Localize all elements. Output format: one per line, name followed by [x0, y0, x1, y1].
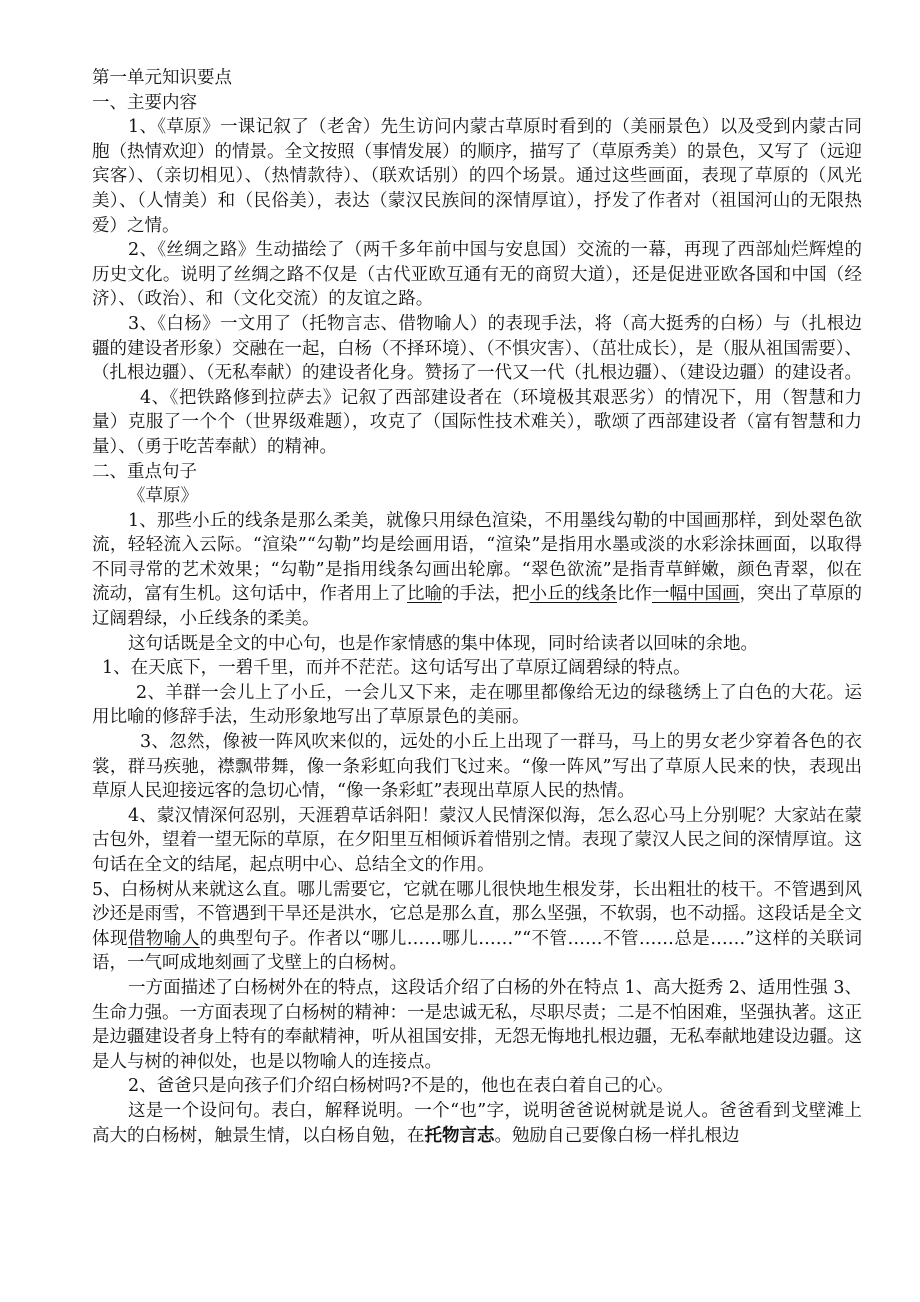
- underlined-term: 借物喻人: [127, 928, 200, 949]
- key-sentence-paragraph-3: 1、在天底下，一碧千里，而并不茫茫。这句话写出了草原辽阔碧绿的特点。: [102, 658, 691, 679]
- key-sentence-paragraph-1: [92, 509, 862, 632]
- section-heading-main-content: 一、主要内容: [92, 92, 197, 113]
- document-body: [92, 66, 862, 1148]
- key-sentence-paragraph-9: 2、爸爸只是向孩子们介绍白杨树吗?不是的，他也在表白着自己的心。: [128, 1076, 674, 1097]
- content-item-1: 1、《草原》一课记叙了（老舍）先生访问内蒙古草原时看到的（美丽景色）以及受到内蒙古同胞（热情欢迎）的情景。全文按照（事情发展）的顺序，描写了（草原秀美）的景色，又写了（远迎宾客）、（亲切相见）、（热情款待）、（联欢话别）的四个场景。通过这些画面，表现了草原的（风光美）、（人情美）和（民俗美），表达（蒙汉民族间的深情厚谊），抒发了作者对（祖国河山的无限热爱）之情。: [92, 117, 862, 236]
- key-sentence-paragraph-7: [92, 878, 862, 976]
- key-sentence-paragraph-6: 4、蒙汉情深何忍别，天涯碧草话斜阳！蒙汉人民情深似海，怎么忍心马上分别呢？大家站在蒙古包外，望着一望无际的草原，在夕阳里互相倾诉着惜别之情。表现了蒙汉人民之间的深情厚谊。这句话在全文的结尾，起点明中心、总结全文的作用。: [92, 805, 862, 875]
- document-title: 第一单元知识要点: [92, 68, 232, 88]
- content-item-2: 2、《丝绸之路》生动描绘了（两千多年前中国与安息国）交流的一幕，再现了西部灿烂辉煌的历史文化。说明了丝绸之路不仅是（古代亚欧互通有无的商贸大道），还是促进亚欧各国和中国（经济）、（政治）、和（文化交流）的友谊之路。: [92, 240, 862, 310]
- sentence-text: ，突出了草原的辽阔碧绿，小丘线条的柔美。: [92, 584, 862, 630]
- sentence-text: 5、白杨树从来就这么直。哪儿需要它，它就在哪儿很快地生根发芽，长出粗壮的枝干。不管遇到风沙还是雨雪，不管遇到干旱还是洪水，它总是那么直，那么坚强，不软弱，也不动摇。这段话是全文体现: [92, 879, 862, 949]
- underlined-term: 小丘的线条: [529, 584, 617, 605]
- section-heading-key-sentences: 二、重点句子: [92, 461, 197, 482]
- underlined-term: 比喻: [407, 584, 442, 605]
- sentence-text: 的手法，把: [442, 584, 530, 605]
- sentence-text: 。勉励自己要像白杨一样扎根边: [494, 1125, 740, 1146]
- sentence-text: 1、那些小丘的线条是那么柔美，就像只用绿色渲染，不用墨线勾勒的中国画那样，到处翠色欲流，轻轻流入云际。“渲染”“勾勒”均是绘画用语，“渲染”是指用水墨或淡的水彩涂抹画面，以取得不同寻常的艺术效果；“勾勒”是指用线条勾画出轮廓。“翠色欲流”是指青草鲜嫩，颜色青翠，似在流动，富有生机。这句话中，作者用上了: [92, 510, 862, 605]
- underlined-term: 一幅中国画: [652, 584, 740, 605]
- key-sentence-paragraph-10: [92, 1099, 862, 1148]
- key-sentence-paragraph-5: 3、忽然，像被一阵风吹来似的，远处的小丘上出现了一群马，马上的男女老少穿着各色的衣裳，群马疾驰，襟飘带舞，像一条彩虹向我们飞过来。“像一阵风”写出了草原人民来的快，表现出草原人民迎接远客的急切心情，“像一条彩虹”表现出草原人民的热情。: [92, 732, 862, 802]
- sentence-text: 这是一个设问句。表白，解释说明。一个“也”字，说明爸爸说树就是说人。爸爸看到戈壁滩上高大的白杨树，触景生情，以白杨自勉，在: [92, 1100, 862, 1146]
- sentence-text: 的典型句子。作者以“哪儿……哪儿……”“不管……不管……总是……”这样的关联词语，一气呵成地刻画了戈壁上的白杨树。: [92, 928, 863, 974]
- key-sentence-paragraph-2: 这句话既是全文的中心句，也是作家情感的集中体现，同时给读者以回味的余地。: [128, 633, 758, 654]
- content-item-4: 4、《把铁路修到拉萨去》记叙了西部建设者在（环境极其艰恶劣）的情况下，用（智慧和力量）克服了一个个（世界级难题），攻克了（国际性技术难关），歌颂了西部建设者（富有智慧和力量）、（勇于吃苦奉献）的精神。: [92, 387, 862, 457]
- bold-term: 托物言志: [424, 1125, 495, 1146]
- content-item-3: 3、《白杨》一文用了（托物言志、借物喻人）的表现手法，将（高大挺秀的白杨）与（扎根边疆的建设者形象）交融在一起，白杨（不择环境）、（不惧灾害）、（茁壮成长），是（服从祖国需要）、（扎根边疆）、（无私奉献）的建设者化身。赞扬了一代又一代（扎根边疆）、（建设边疆）的建设者。: [92, 313, 862, 384]
- key-sentence-paragraph-8: 一方面描述了白杨树外在的特点，这段话介绍了白杨的外在特点 1、高大挺秀 2、适用性强 3、生命力强。一方面表现了白杨树的精神：一是忠诚无私，尽职尽责；二是不怕困难，坚强执著。这正是边疆建设者身上特有的奉献精神，听从祖国安排，无怨无悔地扎根边疆，无私奉献地建设边疆。这是人与树的神似处，也是以物喻人的连接点。: [92, 977, 862, 1072]
- key-sentence-paragraph-4: 2、羊群一会儿上了小丘，一会儿又下来，走在哪里都像给无边的绿毯绣上了白色的大花。运用比喻的修辞手法，生动形象地写出了草原景色的美丽。: [92, 682, 862, 728]
- lesson-subtitle: 《草原》: [128, 486, 198, 507]
- sentence-text: 比作: [617, 584, 652, 605]
